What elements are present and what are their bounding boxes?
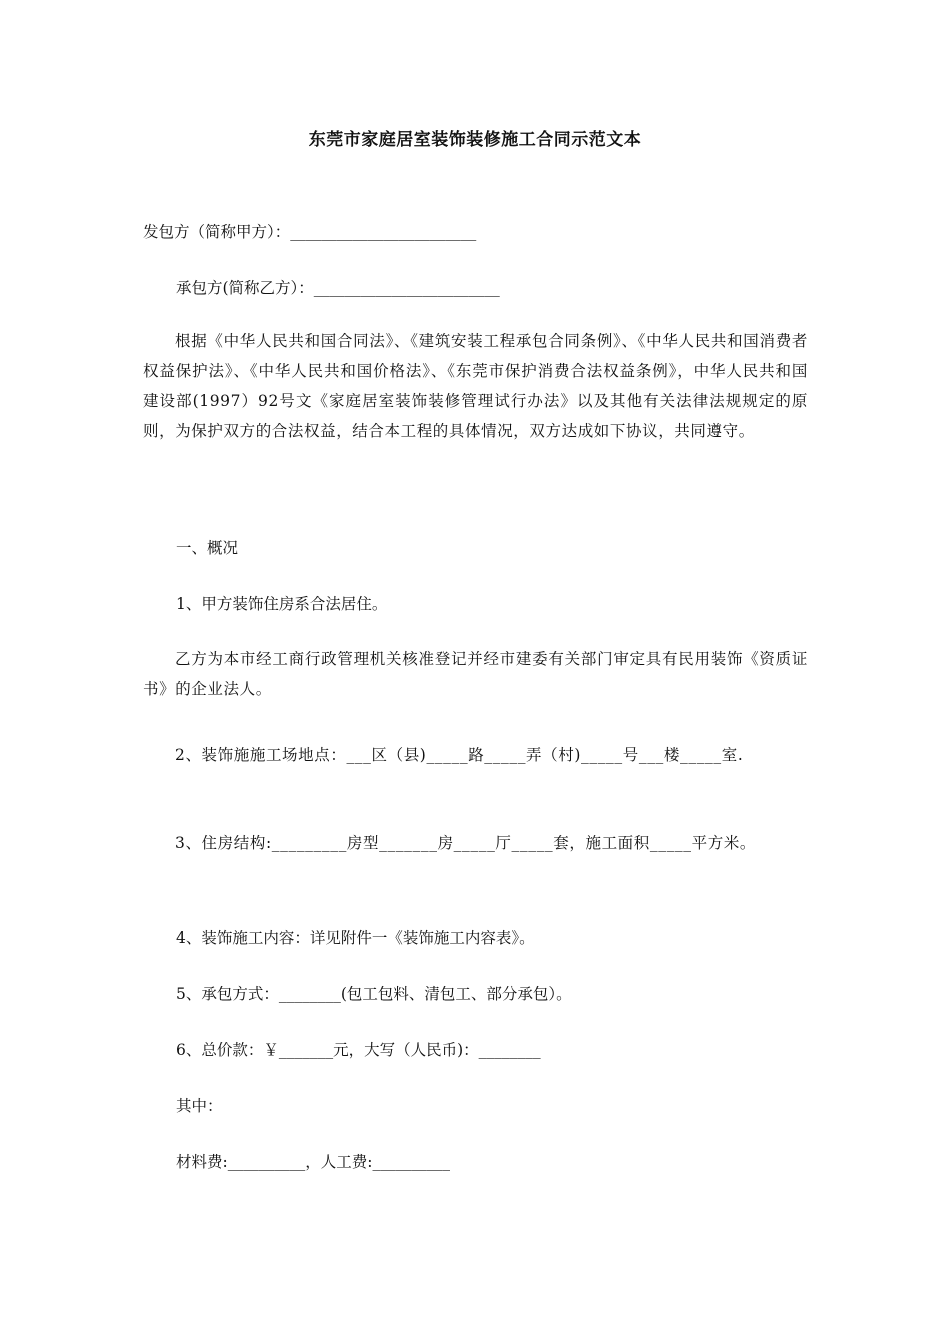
document-title: 东莞市家庭居室装饰装修施工合同示范文本	[308, 130, 642, 150]
of-which-label: 其中：	[176, 1097, 223, 1115]
party-b-line: 承包方(简称乙方）：________________________	[176, 279, 500, 297]
item-6-total-price: 6、总价款：￥_______元，大写（人民币)：________	[176, 1041, 541, 1059]
item-1-contractor-note: 乙方为本市经工商行政管理机关核准登记并经市建委有关部门审定具有民用装饰《资质证书》的企业法人。	[143, 650, 808, 698]
item-5-contract-method: 5、承包方式：________(包工包料、清包工、部分承包）。	[176, 985, 572, 1003]
item-3-housing-structure: 3、住房结构:_________房型_______房_____厅_____套，施工面积_____平方米。	[175, 834, 757, 852]
preamble-paragraph: 根据《中华人民共和国合同法》、《建筑安装工程承包合同条例》、《中华人民共和国消费者权益保护法》、《中华人民共和国价格法》、《东莞市保护消费合法权益条例》，中华人民共和国建设部(1997）92号文《家庭居室装饰装修管理试行办法》以及其他有关法律法规规定的原则，为保护双方的合法权益，结合本工程的具体情况，双方达成如下协议，共同遵守。	[143, 332, 808, 440]
section-heading-overview: 一、概况	[176, 539, 239, 557]
party-a-line: 发包方（简称甲方）：________________________	[143, 223, 477, 241]
item-2-site-address: 2、装饰施施工场地点：___区（县)_____路_____弄（村)_____号___楼_____室.	[175, 746, 744, 764]
item-1-legal-residence: 1、甲方装饰住房系合法居住。	[176, 595, 388, 613]
fees-line: 材料费:__________，人工费:__________	[176, 1153, 450, 1171]
item-4-work-content: 4、装饰施工内容：详见附件一《装饰施工内容表》。	[176, 929, 535, 947]
